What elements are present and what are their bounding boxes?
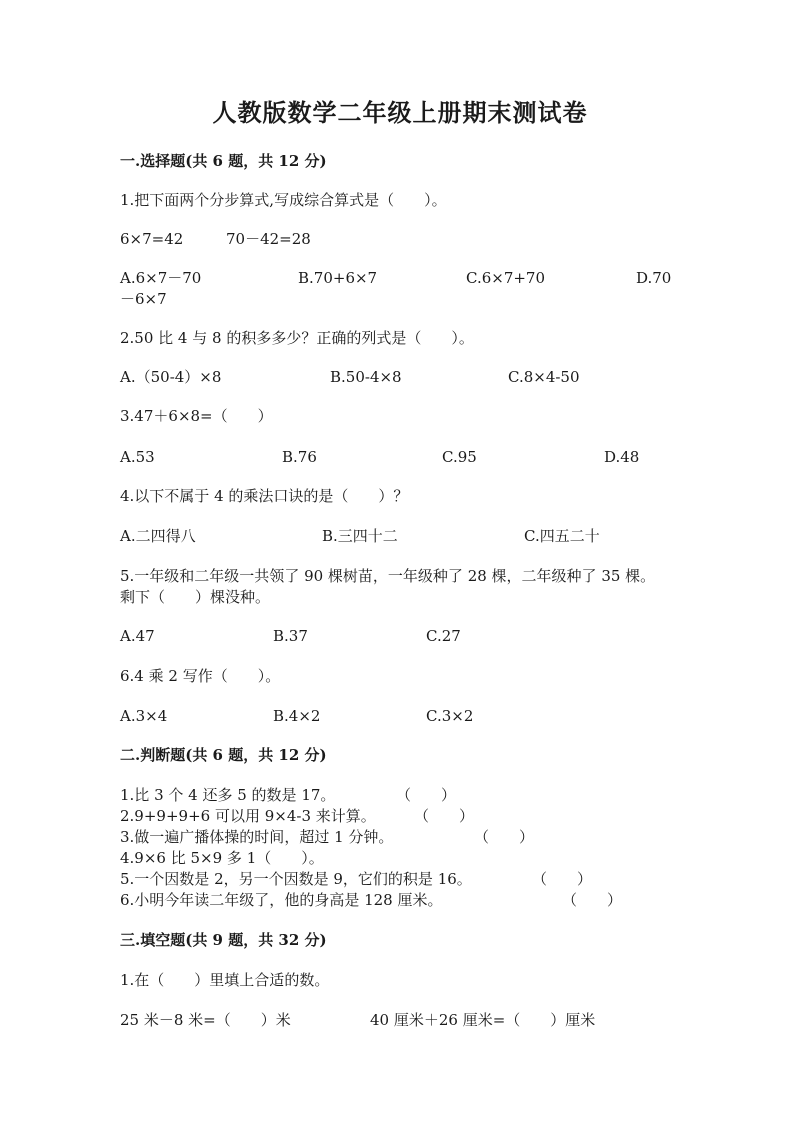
question-subexpression: 70－42=28	[226, 230, 311, 248]
answer-option: B.76	[282, 448, 317, 466]
answer-option: C.27	[426, 627, 461, 645]
question-text: 2.50 比 4 与 8 的积多多少？正确的列式是（ ）。	[120, 329, 474, 347]
answer-option: B.50-4×8	[330, 368, 402, 386]
judge-item-text: 6.小明今年读二年级了，他的身高是 128 厘米。	[120, 891, 443, 909]
judge-answer-bracket: （ ）	[414, 807, 475, 825]
judge-item-text: 5.一个因数是 2，另一个因数是 9，它们的积是 16。	[120, 870, 472, 888]
answer-option: C.8×4-50	[508, 368, 580, 386]
judge-answer-bracket: （ ）	[562, 891, 623, 909]
section-heading-choice: 一.选择题(共 6 题，共 12 分)	[120, 152, 327, 170]
answer-option-wrap: －6×7	[120, 290, 167, 308]
question-text: 1.在（ ）里填上合适的数。	[120, 971, 330, 989]
answer-option: B.三四十二	[322, 527, 398, 545]
answer-option: A.6×7－70	[120, 269, 202, 287]
answer-option: A.（50-4）×8	[120, 368, 222, 386]
answer-option: C.3×2	[426, 707, 474, 725]
answer-option: A.3×4	[120, 707, 168, 725]
judge-item-text: 2.9+9+9+6 可以用 9×4-3 来计算。	[120, 807, 376, 825]
judge-answer-bracket: （ ）	[396, 786, 457, 804]
answer-option: D.70	[636, 269, 672, 287]
question-text: 3.47＋6×8=（ ）	[120, 407, 273, 425]
question-text: 5.一年级和二年级一共领了 90 棵树苗，一年级种了 28 棵，二年级种了 35 棵。	[120, 567, 656, 585]
answer-option: B.4×2	[273, 707, 321, 725]
judge-answer-bracket: （ ）	[532, 870, 593, 888]
answer-option: D.48	[604, 448, 640, 466]
page-title: 人教版数学二年级上册期末测试卷	[212, 98, 588, 127]
answer-option: A.53	[120, 448, 155, 466]
answer-option: A.二四得八	[120, 527, 196, 545]
question-text: 6.4 乘 2 写作（ ）。	[120, 667, 281, 685]
judge-item-text: 4.9×6 比 5×9 多 1（ ）。	[120, 849, 324, 867]
section-heading-fill: 三.填空题(共 9 题，共 32 分)	[120, 931, 327, 949]
answer-option: B.70+6×7	[298, 269, 378, 287]
answer-option: C.四五二十	[524, 527, 600, 545]
question-text: 4.以下不属于 4 的乘法口诀的是（ ）？	[120, 487, 409, 505]
answer-option: A.47	[120, 627, 155, 645]
question-subexpression: 6×7=42	[120, 230, 184, 248]
section-heading-judge: 二.判断题(共 6 题，共 12 分)	[120, 746, 327, 764]
fill-blank-expression: 25 米－8 米=（ ）米	[120, 1011, 291, 1029]
fill-blank-expression: 40 厘米＋26 厘米=（ ）厘米	[370, 1011, 596, 1029]
judge-answer-bracket: （ ）	[474, 828, 535, 846]
answer-option: B.37	[273, 627, 308, 645]
judge-item-text: 1.比 3 个 4 还多 5 的数是 17。	[120, 786, 336, 804]
answer-option: C.95	[442, 448, 477, 466]
question-text-continued: 剩下（ ）棵没种。	[120, 588, 271, 606]
question-text: 1.把下面两个分步算式,写成综合算式是（ ）。	[120, 191, 447, 209]
answer-option: C.6×7+70	[466, 269, 546, 287]
judge-item-text: 3.做一遍广播体操的时间，超过 1 分钟。	[120, 828, 394, 846]
